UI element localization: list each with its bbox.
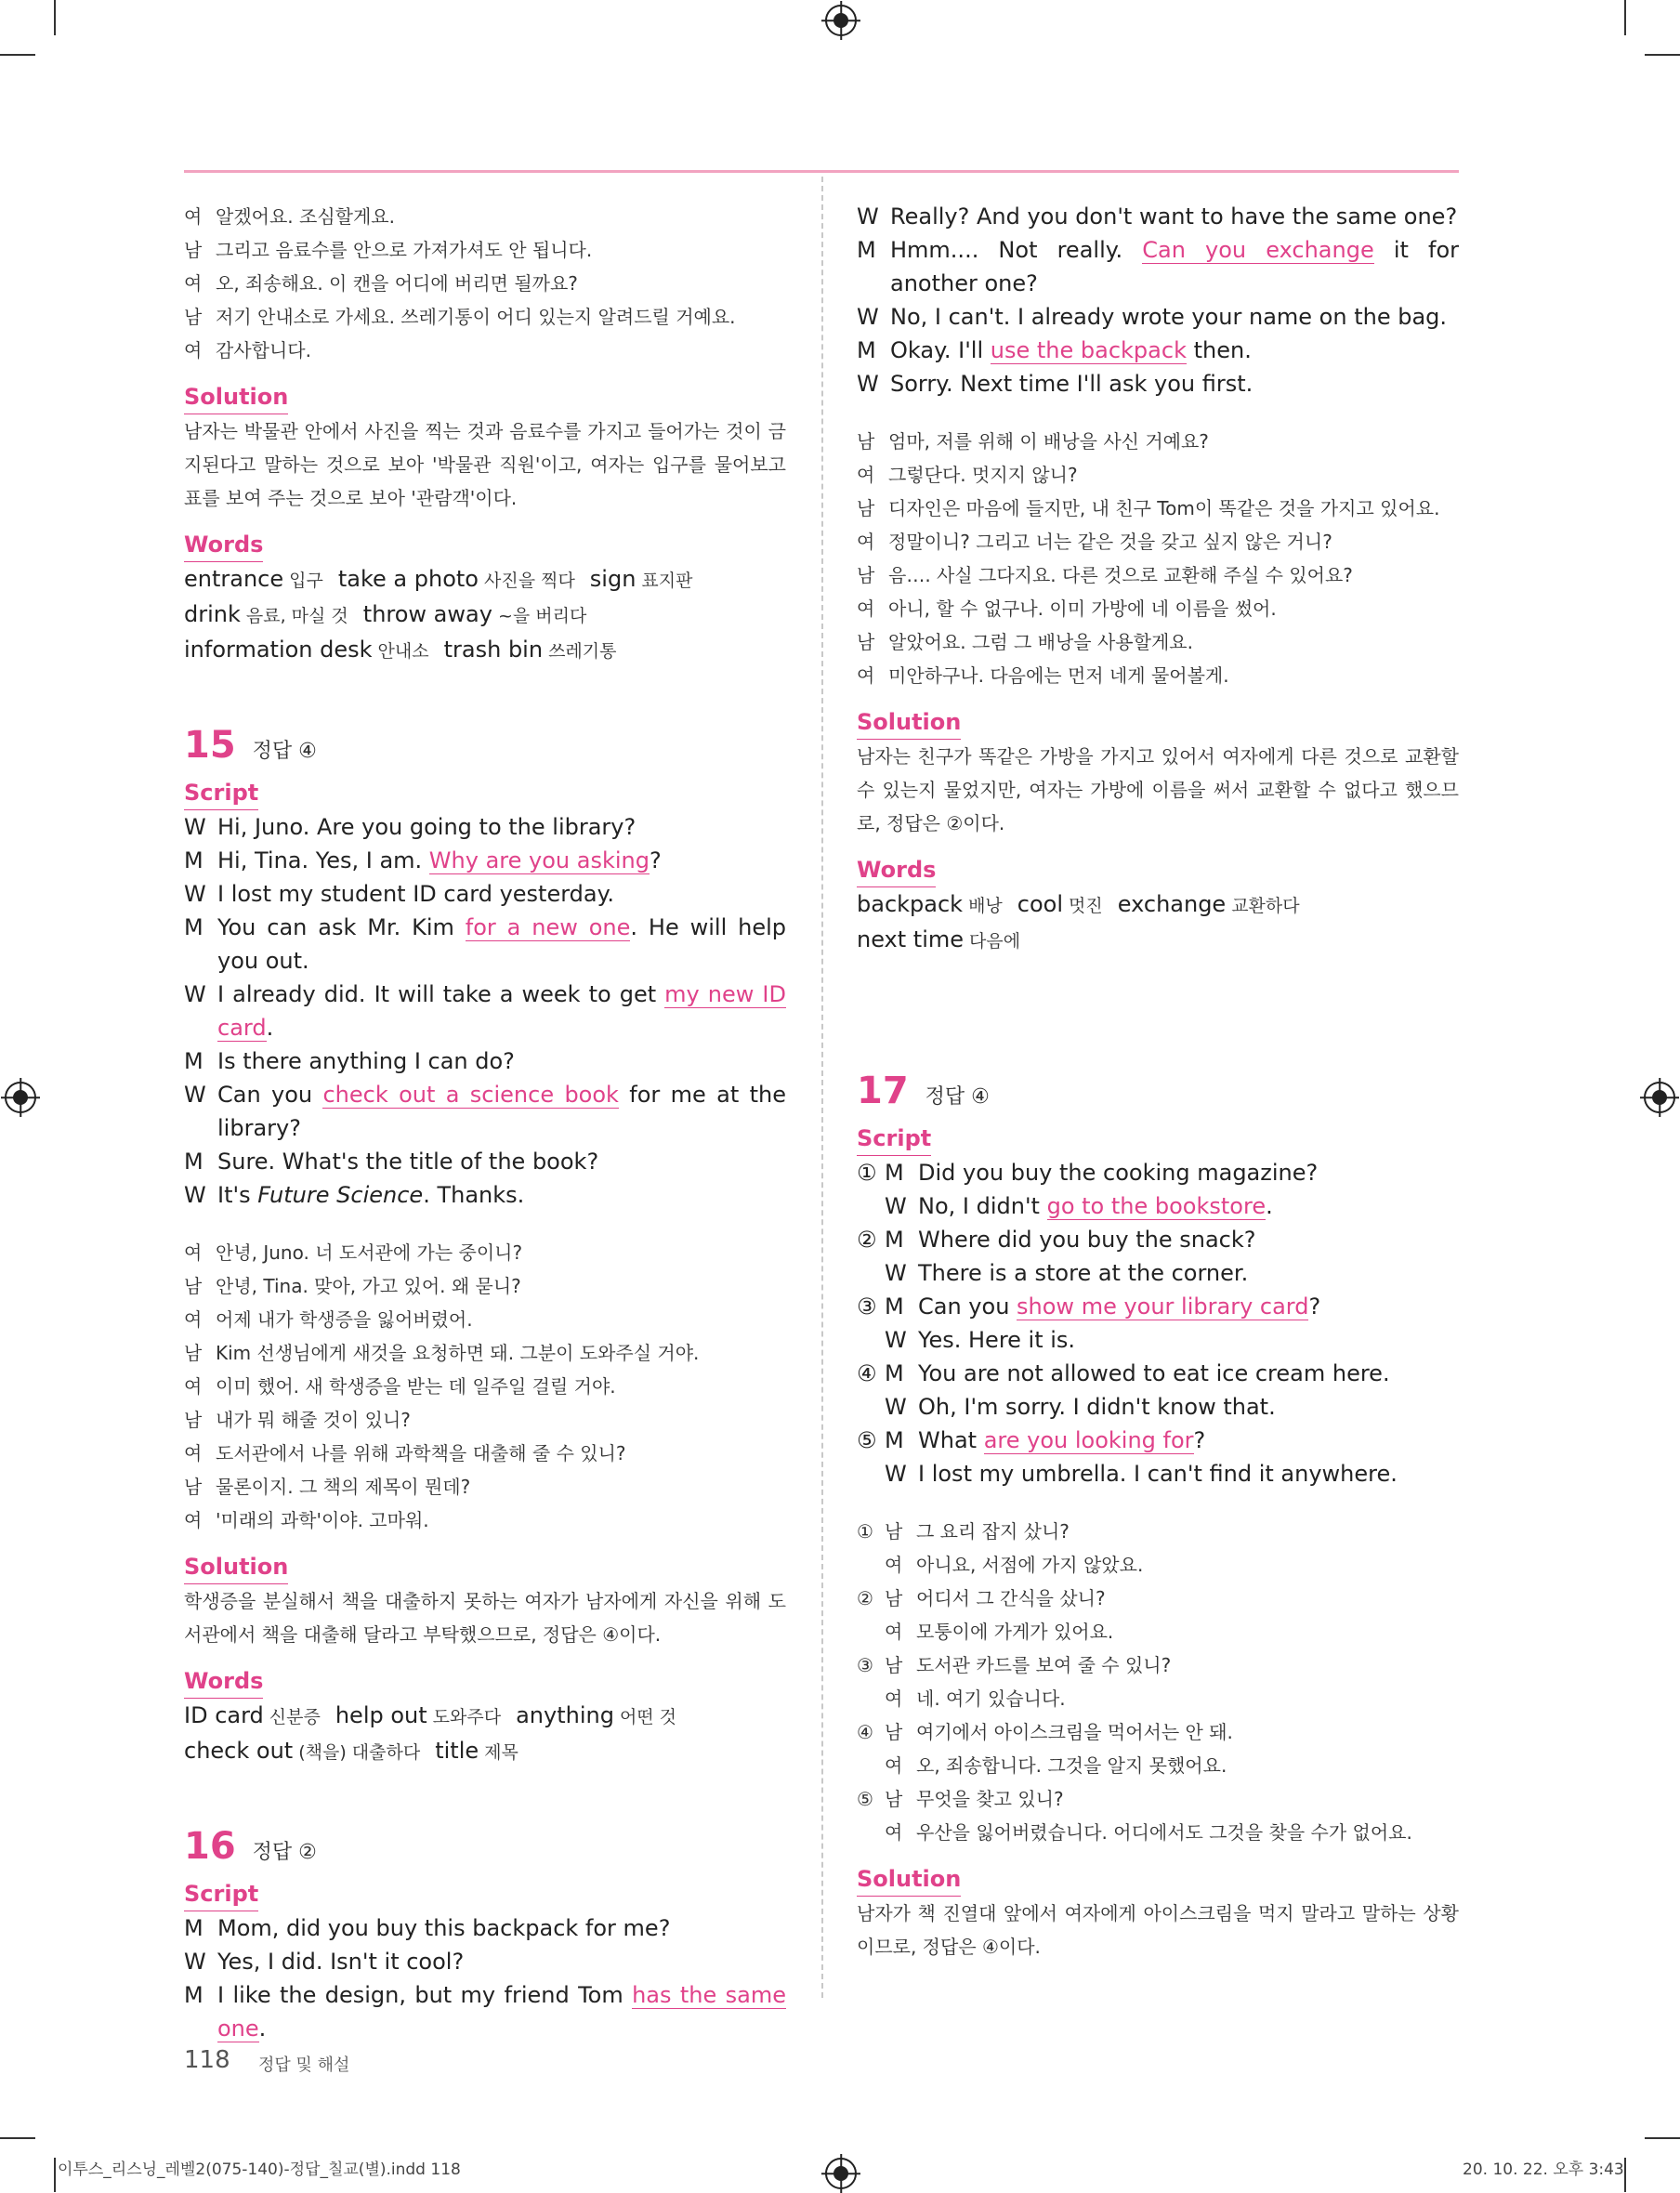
speaker-label: W (184, 881, 206, 907)
script-line (857, 1256, 1459, 1290)
line-text: You are not allowed to eat ice cream here. (918, 1360, 1390, 1386)
q16-solution-text: 남자는 친구가 똑같은 가방을 가지고 있어서 여자에게 다른 것으로 교환할 수 있는지 물었지만, 여자는 가방에 이름을 써서 교환할 수 없다고 했으므로, 정답은 ②이다. (857, 745, 1459, 834)
speaker-label: 여 (857, 464, 875, 486)
crop-mark-top-right-h (1645, 54, 1680, 56)
speaker-label: M (885, 1227, 904, 1253)
line-text: You can ask Mr. Kim for a new one. He will help you out. (217, 914, 787, 974)
crop-mark-bottom-left-h (0, 2137, 35, 2139)
script-line (857, 1424, 1459, 1457)
speaker-label: M (184, 1982, 203, 2008)
q15-solution-text: 학생증을 분실해서 책을 대출하지 못하는 여자가 남자에게 자신을 위해 도서관에서 책을 대출해 달라고 부탁했으므로, 정답은 ④이다. (184, 1590, 786, 1646)
dialogue-line (184, 1336, 786, 1370)
q14-word-list (184, 562, 786, 668)
q17-script-label: Script (857, 1122, 931, 1156)
question-number: 16 (184, 1825, 236, 1868)
dialogue-line (184, 334, 786, 367)
dialogue-line (184, 1269, 786, 1303)
speaker-label: M (184, 914, 203, 940)
q16-script-label: Script (184, 1877, 258, 1911)
dialogue-line (857, 1648, 1459, 1682)
speaker-label: 여 (184, 339, 203, 361)
q15-words-label: Words (184, 1664, 263, 1699)
line-number: ② (857, 1587, 873, 1609)
q17-solution-text: 남자가 책 진열대 앞에서 여자에게 아이스크림을 먹지 말라고 말하는 상황이므로, 정답은 ④이다. (857, 1902, 1459, 1958)
line-text: Really? And you don't want to have the same one? (890, 204, 1458, 230)
line-text: 오, 죄송해요. 이 캔을 어디에 버리면 될까요? (216, 272, 578, 295)
word-line (857, 923, 1459, 958)
word-korean: 교환하다 (1231, 896, 1300, 916)
speaker-label: M (885, 1360, 904, 1386)
italic-title: Future Science (257, 1182, 424, 1208)
dialogue-line (184, 1403, 786, 1437)
line-number: ③ (857, 1293, 877, 1320)
line-text: Is there anything I can do? (217, 1048, 515, 1074)
line-text: 저기 안내소로 가세요. 쓰레기통이 어디 있는지 알려드릴 거예요. (216, 306, 736, 328)
script-line (184, 844, 786, 877)
page-number: 118 (184, 2046, 230, 2074)
line-number: ① (857, 1520, 873, 1543)
speaker-label: 여 (857, 664, 875, 687)
highlighted-phrase: use the backpack (990, 337, 1187, 363)
word-line (184, 1734, 786, 1769)
line-text: 아니, 할 수 없구나. 이미 가방에 네 이름을 썼어. (888, 597, 1277, 620)
left-column (184, 200, 786, 2045)
dialogue-line (857, 1782, 1459, 1816)
registration-mark-top (825, 5, 857, 36)
dialogue-line (857, 425, 1459, 458)
speaker-label: W (184, 981, 206, 1007)
line-text: No, I can't. I already wrote your name on the bag. (890, 304, 1448, 330)
crop-mark-top-left-v (54, 0, 56, 35)
line-text: 오, 죄송합니다. 그것을 알지 못했어요. (916, 1754, 1227, 1777)
highlighted-phrase: Why are you asking (428, 847, 650, 873)
script-line (184, 877, 786, 911)
speaker-label: W (184, 1182, 206, 1208)
dialogue-line (857, 1816, 1459, 1849)
word-english: help out (335, 1702, 427, 1728)
q16-korean-dialogue (857, 425, 1459, 692)
speaker-label: 여 (184, 1241, 203, 1264)
speaker-label: 남 (857, 564, 875, 586)
script-line (857, 1457, 1459, 1490)
dialogue-line (857, 592, 1459, 625)
word-english: title (435, 1738, 479, 1764)
word-english: backpack (857, 891, 964, 917)
speaker-label: 남 (857, 631, 875, 653)
speaker-label: 남 (857, 430, 875, 453)
speaker-label: 여 (184, 205, 203, 228)
dialogue-line (184, 1504, 786, 1537)
word-korean: ~을 버리다 (497, 606, 587, 626)
line-text: 내가 뭐 해줄 것이 있니? (216, 1409, 411, 1431)
script-line (857, 1156, 1459, 1189)
highlighted-phrase: show me your library card (1017, 1293, 1309, 1320)
dialogue-line (184, 267, 786, 300)
line-text: Oh, I'm sorry. I didn't know that. (918, 1394, 1276, 1420)
q16-solution-label: Solution (857, 705, 961, 740)
line-text: 물론이지. 그 책의 제목이 뭔데? (216, 1476, 471, 1498)
registration-mark-right (1644, 1082, 1675, 1113)
crop-mark-bottom-left-v (54, 2158, 56, 2192)
line-text: 어제 내가 학생증을 잃어버렸어. (216, 1308, 473, 1331)
speaker-label: 여 (184, 1308, 203, 1331)
q14-solution-label: Solution (184, 380, 288, 414)
speaker-label: W (184, 814, 206, 840)
line-text: 도서관 카드를 보여 줄 수 있니? (916, 1654, 1172, 1676)
speaker-label: 여 (184, 272, 203, 295)
line-text: 음…. 사실 그다지요. 다른 것으로 교환해 주실 수 있어요? (888, 564, 1353, 586)
speaker-label: 남 (184, 1409, 203, 1431)
highlighted-phrase: has the same one (217, 1982, 786, 2042)
dialogue-line (184, 1370, 786, 1403)
speaker-label: W (885, 1260, 907, 1286)
dialogue-line (857, 1582, 1459, 1615)
script-line (184, 1044, 786, 1078)
header-rule (184, 170, 1459, 173)
line-text: 안녕, Tina. 맞아, 가고 있어. 왜 묻니? (216, 1275, 521, 1297)
dialogue-line (857, 1515, 1459, 1548)
question-number: 17 (857, 1070, 909, 1112)
script-line (857, 1323, 1459, 1357)
q15-english-script (184, 810, 786, 1212)
highlighted-phrase: for a new one (465, 914, 631, 940)
word-english: sign (589, 566, 637, 592)
line-number: ④ (857, 1360, 877, 1386)
right-column (857, 200, 1459, 1963)
line-text: Yes, I did. Isn't it cool? (217, 1949, 465, 1975)
script-line (857, 1290, 1459, 1323)
line-number: ⑤ (857, 1427, 877, 1453)
line-text: 엄마, 저를 위해 이 배낭을 사신 거예요? (888, 430, 1209, 453)
word-english: next time (857, 926, 965, 952)
word-english: exchange (1117, 891, 1227, 917)
crop-mark-bottom-right-h (1645, 2137, 1680, 2139)
column-divider (821, 177, 823, 1998)
speaker-label: M (184, 1048, 203, 1074)
q17-korean-dialogue (857, 1515, 1459, 1849)
dialogue-line (184, 1470, 786, 1504)
line-text: '미래의 과학'이야. 고마워. (216, 1509, 429, 1531)
dialogue-line (184, 1236, 786, 1269)
speaker-label: 여 (184, 1442, 203, 1464)
line-text: I like the design, but my friend Tom has the same one. (217, 1982, 786, 2042)
dialogue-line (857, 625, 1459, 659)
word-english: throw away (362, 601, 492, 627)
line-text: 이미 했어. 새 학생증을 받는 데 일주일 걸릴 거야. (216, 1375, 616, 1398)
script-line (184, 1145, 786, 1178)
word-korean: 음료, 마실 것 (245, 606, 348, 626)
dialogue-line (184, 233, 786, 267)
registration-mark-bottom (825, 2158, 857, 2189)
q16-word-list (857, 887, 1459, 958)
speaker-label: M (885, 1160, 904, 1186)
q16-header (184, 1825, 786, 1868)
script-line (857, 1357, 1459, 1390)
line-text: 알았어요. 그럼 그 배낭을 사용할게요. (888, 631, 1193, 653)
word-english: trash bin (443, 637, 544, 663)
answer-text: 정답 ④ (252, 740, 317, 763)
line-text: Kim 선생님에게 새것을 요청하면 돼. 그분이 도와주실 거야. (216, 1342, 700, 1364)
speaker-label: 남 (885, 1788, 903, 1810)
line-text: What are you looking for? (918, 1427, 1206, 1453)
speaker-label: 남 (885, 1520, 903, 1543)
line-text: There is a store at the corner. (918, 1260, 1249, 1286)
line-text: Okay. I'll use the backpack then. (890, 337, 1252, 363)
line-text: Can you check out a science book for me at the library? (217, 1082, 786, 1141)
line-text: 도서관에서 나를 위해 과학책을 대출해 줄 수 있니? (216, 1442, 626, 1464)
highlighted-phrase: go to the bookstore (1046, 1193, 1267, 1219)
speaker-label: W (885, 1193, 907, 1219)
speaker-label: M (857, 337, 876, 363)
speaker-label: W (885, 1327, 907, 1353)
line-text: 그렇단다. 멋지지 않니? (888, 464, 1078, 486)
speaker-label: 여 (885, 1821, 903, 1844)
word-korean: 쓰레기통 (548, 641, 617, 662)
speaker-label: W (857, 371, 879, 397)
registration-mark-left (5, 1082, 36, 1113)
word-korean: 입구 (289, 571, 323, 591)
script-line (184, 1178, 786, 1212)
line-text: 감사합니다. (216, 339, 311, 361)
speaker-label: 남 (184, 1342, 203, 1364)
line-text: 여기에서 아이스크림을 먹어서는 안 돼. (916, 1721, 1233, 1743)
print-slug-filename: 이투스_리스닝_레벨2(075-140)-정답_칠교(별).indd 118 (58, 2160, 461, 2179)
line-text: Sorry. Next time I'll ask you first. (890, 371, 1253, 397)
word-english: information desk (184, 637, 373, 663)
line-number: ④ (857, 1721, 873, 1743)
speaker-label: W (885, 1461, 907, 1487)
dialogue-line (857, 492, 1459, 525)
speaker-label: 남 (184, 1476, 203, 1498)
q15-solution-label: Solution (184, 1550, 288, 1584)
speaker-label: 여 (857, 597, 875, 620)
word-english: take a photo (337, 566, 479, 592)
script-line (184, 1911, 786, 1945)
word-line (857, 887, 1459, 923)
word-korean: 제목 (484, 1742, 518, 1763)
speaker-label: 남 (184, 1275, 203, 1297)
dialogue-line (857, 558, 1459, 592)
q17-english-script (857, 1156, 1459, 1490)
line-text: 무엇을 찾고 있니? (916, 1788, 1064, 1810)
speaker-label: 남 (885, 1654, 903, 1676)
script-line (184, 810, 786, 844)
section-title: 정답 및 해설 (258, 2055, 350, 2075)
speaker-label: 남 (885, 1721, 903, 1743)
speaker-label: M (184, 1915, 203, 1941)
script-line (857, 233, 1459, 300)
line-number: ⑤ (857, 1788, 873, 1810)
line-text: 모퉁이에 가게가 있어요. (916, 1621, 1114, 1643)
word-english: anything (516, 1702, 614, 1728)
line-text: It's Future Science. Thanks. (217, 1182, 525, 1208)
line-text: Sure. What's the title of the book? (217, 1149, 599, 1175)
q17-header (857, 1070, 1459, 1112)
speaker-label: M (184, 1149, 203, 1175)
speaker-label: W (184, 1082, 206, 1108)
dialogue-line (184, 1303, 786, 1336)
dialogue-line (857, 525, 1459, 558)
word-korean: 어떤 것 (619, 1707, 677, 1727)
word-korean: 도와주다 (432, 1707, 502, 1727)
line-text: 아니요, 서점에 가지 않았요. (916, 1554, 1144, 1576)
speaker-label: M (885, 1427, 904, 1453)
speaker-label: 남 (857, 497, 875, 519)
word-korean: 표지판 (641, 571, 693, 591)
word-english: entrance (184, 566, 284, 592)
line-text: 그리고 음료수를 안으로 가져가셔도 안 됩니다. (216, 239, 593, 261)
script-line (184, 1945, 786, 1978)
q15-header (184, 724, 786, 767)
speaker-label: 남 (885, 1587, 903, 1609)
speaker-label: W (184, 1949, 206, 1975)
word-korean: 안내소 (377, 641, 429, 662)
print-slug-timestamp: 20. 10. 22. 오후 3:43 (1463, 2160, 1624, 2179)
highlighted-phrase: are you looking for (983, 1427, 1194, 1453)
word-korean: 배낭 (968, 896, 1003, 916)
speaker-label: 여 (857, 531, 875, 553)
line-number: ② (857, 1227, 877, 1253)
word-line (184, 633, 786, 668)
script-line (184, 911, 786, 978)
line-text: Hmm.... Not really. Can you exchange it for another one? (890, 237, 1460, 296)
line-text: 안녕, Juno. 너 도서관에 가는 중이니? (216, 1241, 523, 1264)
speaker-label: W (885, 1394, 907, 1420)
dialogue-line (184, 200, 786, 233)
highlighted-phrase: Can you exchange (1142, 237, 1374, 263)
line-text: I lost my umbrella. I can't find it anywhere. (918, 1461, 1398, 1487)
speaker-label: 여 (184, 1375, 203, 1398)
speaker-label: M (885, 1293, 904, 1320)
speaker-label: 여 (885, 1687, 903, 1710)
answer-text: 정답 ② (252, 1841, 317, 1864)
highlighted-phrase: my new ID card (217, 981, 786, 1041)
line-text: 디자인은 마음에 들지만, 내 친구 Tom이 똑같은 것을 가지고 있어요. (888, 497, 1440, 519)
q16-words-label: Words (857, 853, 936, 887)
dialogue-line (857, 1548, 1459, 1582)
dialogue-line (857, 1615, 1459, 1648)
word-korean: 신분증 (269, 1707, 321, 1727)
dialogue-line (857, 659, 1459, 692)
script-line (857, 1390, 1459, 1424)
q16-english-script (184, 1911, 786, 2045)
speaker-label: 여 (885, 1554, 903, 1576)
q15-korean-dialogue (184, 1236, 786, 1537)
line-text: Where did you buy the snack? (918, 1227, 1256, 1253)
word-english: cool (1017, 891, 1064, 917)
word-korean: 멋진 (1069, 896, 1103, 916)
q16-english-script-continued (857, 200, 1459, 401)
line-text: Mom, did you buy this backpack for me? (217, 1915, 671, 1941)
script-line (857, 1189, 1459, 1223)
line-text: Yes. Here it is. (918, 1327, 1076, 1353)
speaker-label: M (857, 237, 876, 263)
line-text: I lost my student ID card yesterday. (217, 881, 615, 907)
q17-solution-label: Solution (857, 1862, 961, 1897)
speaker-label: M (184, 847, 203, 873)
speaker-label: 남 (184, 239, 203, 261)
speaker-label: 남 (184, 306, 203, 328)
line-text: 그 요리 잡지 샀니? (916, 1520, 1070, 1543)
script-line (857, 1223, 1459, 1256)
speaker-label: W (857, 304, 879, 330)
word-korean: 다음에 (969, 931, 1021, 952)
q14-solution-text: 남자는 박물관 안에서 사진을 찍는 것과 음료수를 가지고 들어가는 것이 금지된다고 말하는 것으로 보아 '박물관 직원'이고, 여자는 입구를 물어보고 표를 보여 주는 것으로 보아 '관람객'이다. (184, 420, 786, 509)
q14-words-label: Words (184, 528, 263, 562)
dialogue-line (857, 1715, 1459, 1749)
line-text: No, I didn't go to the bookstore. (918, 1193, 1273, 1219)
question-number: 15 (184, 724, 236, 767)
dialogue-line (857, 1749, 1459, 1782)
script-line (857, 300, 1459, 334)
q15-word-list (184, 1699, 786, 1769)
speaker-label: 여 (885, 1621, 903, 1643)
line-number: ③ (857, 1654, 873, 1676)
line-text: 네. 여기 있습니다. (916, 1687, 1066, 1710)
script-line (184, 1978, 786, 2045)
script-line (857, 334, 1459, 367)
q15-script-label: Script (184, 776, 258, 810)
q14-korean-dialogue (184, 200, 786, 367)
script-line (857, 200, 1459, 233)
crop-mark-top-left-h (0, 54, 35, 56)
line-text: Can you show me your library card? (918, 1293, 1321, 1320)
script-line (184, 978, 786, 1044)
script-line (184, 1078, 786, 1145)
line-text: Did you buy the cooking magazine? (918, 1160, 1319, 1186)
highlighted-phrase: check out a science book (322, 1082, 619, 1108)
speaker-label: 여 (184, 1509, 203, 1531)
line-text: 미안하구나. 다음에는 먼저 네게 물어볼게. (888, 664, 1229, 687)
word-line (184, 1699, 786, 1734)
word-english: drink (184, 601, 241, 627)
line-text: Hi, Juno. Are you going to the library? (217, 814, 637, 840)
crop-mark-top-right-v (1624, 0, 1626, 35)
line-text: 우산을 잃어버렸습니다. 어디에서도 그것을 찾을 수가 없어요. (916, 1821, 1412, 1844)
line-text: 알겠어요. 조심할게요. (216, 205, 395, 228)
word-korean: 사진을 찍다 (483, 571, 575, 591)
script-line (857, 367, 1459, 401)
word-english: ID card (184, 1702, 264, 1728)
speaker-label: W (857, 204, 879, 230)
word-english: check out (184, 1738, 294, 1764)
line-text: 정말이니? 그리고 너는 같은 것을 갖고 싶지 않은 거니? (888, 531, 1332, 553)
word-line (184, 597, 786, 633)
dialogue-line (857, 1682, 1459, 1715)
dialogue-line (184, 1437, 786, 1470)
crop-mark-bottom-right-v (1624, 2158, 1626, 2192)
answer-text: 정답 ④ (925, 1085, 990, 1109)
line-text: 어디서 그 간식을 샀니? (916, 1587, 1106, 1609)
line-text: Hi, Tina. Yes, I am. Why are you asking? (217, 847, 662, 873)
line-number: ① (857, 1160, 877, 1186)
speaker-label: 여 (885, 1754, 903, 1777)
dialogue-line (184, 300, 786, 334)
line-text: I already did. It will take a week to get my new ID card. (217, 981, 786, 1041)
word-korean: (책을) 대출하다 (298, 1742, 421, 1763)
word-line (184, 562, 786, 597)
dialogue-line (857, 458, 1459, 492)
